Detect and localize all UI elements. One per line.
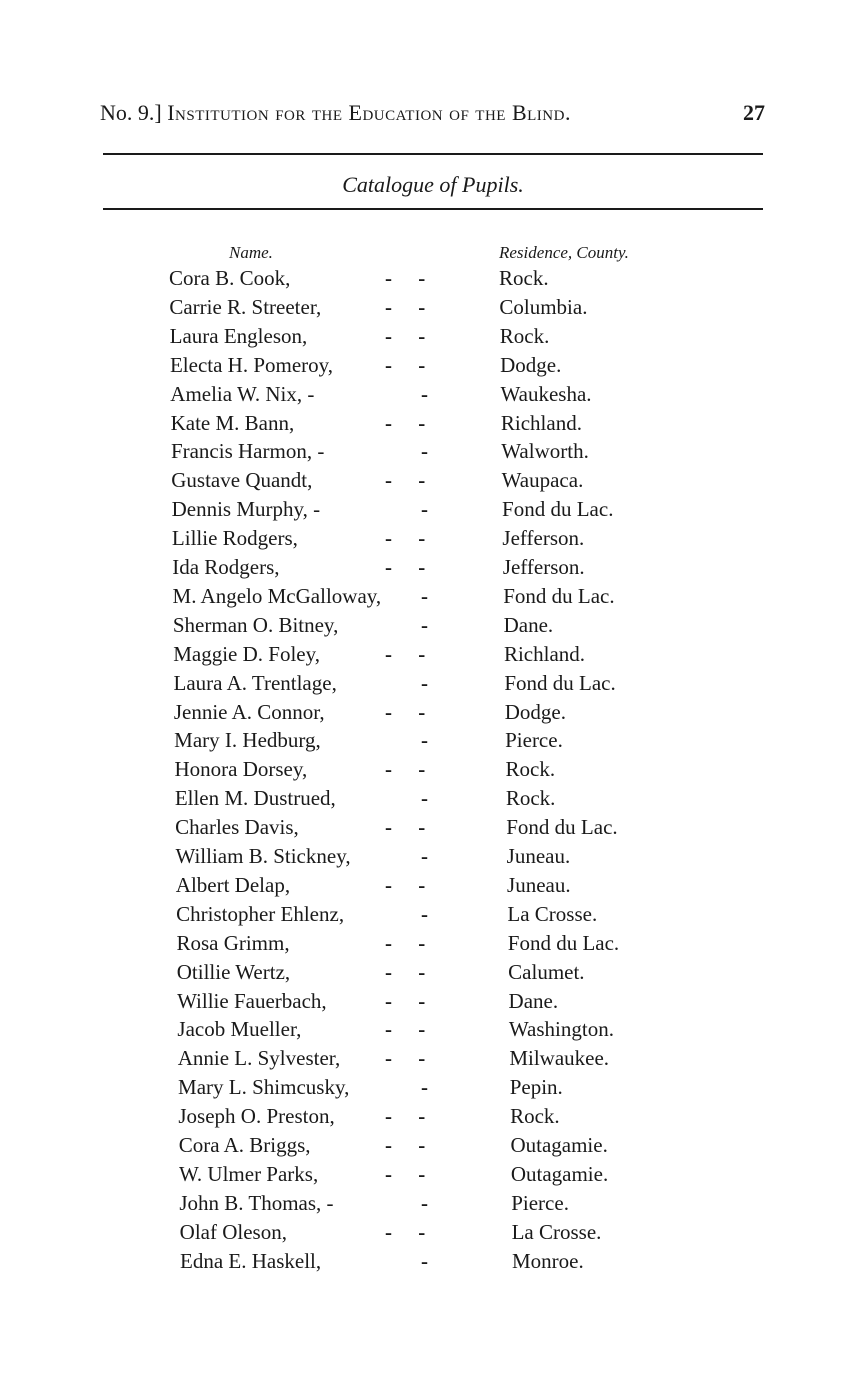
pupil-residence: Juneau. xyxy=(506,844,571,868)
leader-dashes: - - xyxy=(385,266,426,290)
pupil-name: Maggie D. Foley, xyxy=(173,641,320,666)
leader-dashes: - xyxy=(421,1248,428,1273)
pupil-residence: Pierce. xyxy=(511,1190,569,1215)
leader-dashes: - xyxy=(420,497,428,522)
leader-dashes: - - xyxy=(384,930,426,955)
pupil-residence: Fond du Lac. xyxy=(506,815,618,840)
pupil-name: Carrie R. Streeter, xyxy=(169,294,322,319)
pupil-residence: Pepin. xyxy=(509,1075,563,1100)
leader-dashes: - - xyxy=(384,294,426,319)
pupil-row xyxy=(172,555,760,584)
pupil-residence: Rock. xyxy=(505,786,556,811)
pupil-name: Electa H. Pomeroy, xyxy=(169,352,334,377)
pupil-row xyxy=(170,324,760,353)
pupil-name: Mary I. Hedburg, xyxy=(174,728,321,753)
pupil-name: John B. Thomas, - xyxy=(179,1190,334,1215)
leader-dashes: - xyxy=(420,583,428,608)
pupil-row xyxy=(179,1191,760,1220)
pupil-row xyxy=(174,728,760,757)
pupil-row xyxy=(173,584,760,613)
leader-dashes: - - xyxy=(384,352,426,377)
pupil-row xyxy=(173,642,760,671)
pupil-name: Otillie Wertz, xyxy=(176,959,291,984)
pupil-residence: Dodge. xyxy=(504,699,566,724)
pupil-name: Annie L. Sylvester, xyxy=(177,1046,341,1071)
pupil-row xyxy=(179,1133,760,1162)
leader-dashes: - - xyxy=(384,815,426,840)
pupil-residence: Rock. xyxy=(505,757,556,782)
leader-dashes: - - xyxy=(384,1046,426,1071)
pupil-row xyxy=(175,844,760,873)
pupil-row xyxy=(176,931,760,960)
pupil-name: Gustave Quandt, xyxy=(171,468,313,493)
leader-dashes: - xyxy=(420,439,428,464)
pupil-row xyxy=(177,1017,760,1046)
pupil-name: Albert Delap, xyxy=(175,872,291,897)
page-number: 27 xyxy=(743,100,765,125)
name-column-header: Name. xyxy=(229,243,273,262)
leader-dashes: - - xyxy=(384,555,426,579)
leader-dashes: - - xyxy=(384,1219,426,1244)
running-head-left xyxy=(100,100,571,126)
pupil-row xyxy=(170,353,760,382)
leader-dashes: - xyxy=(420,670,428,695)
pupil-residence: Waukesha. xyxy=(500,381,592,406)
pupil-row xyxy=(176,902,760,931)
leader-dashes: - - xyxy=(385,757,426,782)
pupil-name: Sherman O. Bitney, xyxy=(172,612,339,637)
leader-dashes: - - xyxy=(384,1161,426,1186)
leader-dashes: - - xyxy=(384,988,426,1013)
pupil-name: Joseph O. Preston, xyxy=(178,1104,335,1129)
pupil-residence: Milwaukee. xyxy=(509,1046,610,1071)
pupil-residence: Outagamie. xyxy=(510,1161,609,1186)
leader-dashes: - - xyxy=(384,410,426,435)
pupil-residence: Richland. xyxy=(503,641,586,666)
pupil-name: Dennis Murphy, - xyxy=(171,497,321,522)
leader-dashes: - xyxy=(420,1190,428,1215)
pupil-residence: Fond du Lac. xyxy=(503,583,615,608)
leader-dashes: - xyxy=(420,728,428,753)
pupil-row xyxy=(177,989,760,1018)
pupil-name: Lillie Rodgers, xyxy=(171,526,298,551)
pupil-residence: Calumet. xyxy=(508,959,585,984)
document-number: No. 9.] xyxy=(100,100,162,125)
leader-dashes: - xyxy=(420,901,428,926)
leader-dashes: - - xyxy=(384,323,426,348)
leader-dashes: - xyxy=(420,786,428,811)
pupil-residence: Jefferson. xyxy=(502,555,585,579)
pupil-row xyxy=(178,1104,760,1133)
leader-dashes: - xyxy=(420,1075,428,1100)
pupil-residence: Dodge. xyxy=(500,352,562,377)
pupil-residence: Walworth. xyxy=(501,439,589,464)
pupil-row xyxy=(175,815,760,844)
top-rule xyxy=(103,153,763,155)
pupil-row xyxy=(176,873,760,902)
pupil-row xyxy=(175,786,760,815)
pupil-row xyxy=(179,1162,760,1191)
pupil-residence: Fond du Lac. xyxy=(502,497,614,522)
pupil-row xyxy=(169,266,760,295)
pupil-residence: Jefferson. xyxy=(502,526,585,551)
pupil-name: Olaf Oleson, xyxy=(179,1219,287,1244)
pupil-residence: Rock. xyxy=(510,1104,560,1129)
pupil-name: Rosa Grimm, xyxy=(176,930,290,955)
pupil-row xyxy=(178,1046,760,1075)
pupil-name: Cora B. Cook, xyxy=(169,266,291,290)
leader-dashes: - - xyxy=(384,1104,426,1129)
catalogue-title: Catalogue of Pupils. xyxy=(342,172,524,197)
pupil-residence: Monroe. xyxy=(512,1248,584,1273)
pupil-name: Kate M. Bann, xyxy=(170,410,295,435)
leader-dashes: - - xyxy=(384,699,426,724)
leader-dashes: - xyxy=(420,381,428,406)
pupil-name: Christopher Ehlenz, xyxy=(176,901,345,926)
pupil-name: M. Angelo McGalloway, xyxy=(172,583,382,608)
pupil-row xyxy=(180,1249,760,1278)
leader-dashes: - - xyxy=(384,872,426,897)
leader-dashes: - - xyxy=(384,1017,426,1042)
pupil-residence: Outagamie. xyxy=(510,1133,608,1157)
leader-dashes: - - xyxy=(384,526,426,551)
pupil-name: Cora A. Briggs, xyxy=(178,1133,311,1157)
residence-column-header: Residence, County. xyxy=(499,243,629,262)
pupil-name: Charles Davis, xyxy=(175,815,299,840)
pupil-row xyxy=(171,411,760,440)
pupil-row xyxy=(172,526,760,555)
pupil-residence: Richland. xyxy=(500,410,582,435)
pupil-residence: Dane. xyxy=(503,612,554,637)
pupil-row xyxy=(174,671,760,700)
leader-dashes: - - xyxy=(384,959,426,984)
bottom-rule xyxy=(103,208,763,210)
pupil-name: Ida Rodgers, xyxy=(172,555,280,579)
pupil-row xyxy=(171,439,760,468)
pupil-residence: Rock. xyxy=(499,266,549,290)
pupil-name: Edna E. Haskell, xyxy=(180,1248,322,1273)
pupil-name: Honora Dorsey, xyxy=(174,757,308,782)
pupil-row xyxy=(177,960,760,989)
pupil-row xyxy=(175,757,761,786)
pupil-name: Laura Engleson, xyxy=(169,323,308,348)
pupil-name: Laura A. Trentlage, xyxy=(173,670,337,695)
pupil-residence: Rock. xyxy=(499,323,550,348)
pupil-residence: La Crosse. xyxy=(511,1219,602,1244)
pupil-residence: Dane. xyxy=(508,988,559,1013)
pupil-name: W. Ulmer Parks, xyxy=(179,1161,319,1186)
pupil-name: Jennie A. Connor, xyxy=(173,699,325,724)
pupil-row xyxy=(173,613,760,642)
pupil-row xyxy=(169,295,760,324)
pupil-row xyxy=(172,497,760,526)
pupil-name: Mary L. Shimcusky, xyxy=(178,1075,350,1100)
pupil-row xyxy=(170,382,760,411)
pupil-residence: La Crosse. xyxy=(507,901,598,926)
pupil-row xyxy=(171,468,760,497)
pupil-name: William B. Stickney, xyxy=(175,844,351,868)
pupil-row xyxy=(178,1075,760,1104)
running-header xyxy=(100,100,765,130)
pupil-residence: Washington. xyxy=(508,1017,614,1042)
pupil-name: Amelia W. Nix, - xyxy=(170,381,315,406)
pupil-residence: Columbia. xyxy=(499,294,588,319)
pupil-row xyxy=(174,700,760,729)
pupil-residence: Fond du Lac. xyxy=(507,930,620,955)
pupil-name: Jacob Mueller, xyxy=(177,1017,302,1042)
pupil-name: Willie Fauerbach, xyxy=(177,988,327,1013)
pupil-name: Francis Harmon, - xyxy=(170,439,325,464)
pupil-name: Ellen M. Dustrued, xyxy=(174,786,336,811)
pupil-residence: Waupaca. xyxy=(501,468,584,493)
pupil-residence: Juneau. xyxy=(507,872,571,897)
leader-dashes: - - xyxy=(384,1133,426,1157)
running-title: Institution for the Education of the Blind. xyxy=(167,100,571,125)
leader-dashes: - xyxy=(420,612,428,637)
pupil-row xyxy=(180,1220,760,1249)
leader-dashes: - - xyxy=(384,641,426,666)
pupil-residence: Pierce. xyxy=(505,728,563,753)
pupil-residence: Fond du Lac. xyxy=(504,670,616,695)
leader-dashes: - xyxy=(420,844,428,868)
leader-dashes: - - xyxy=(384,468,426,493)
